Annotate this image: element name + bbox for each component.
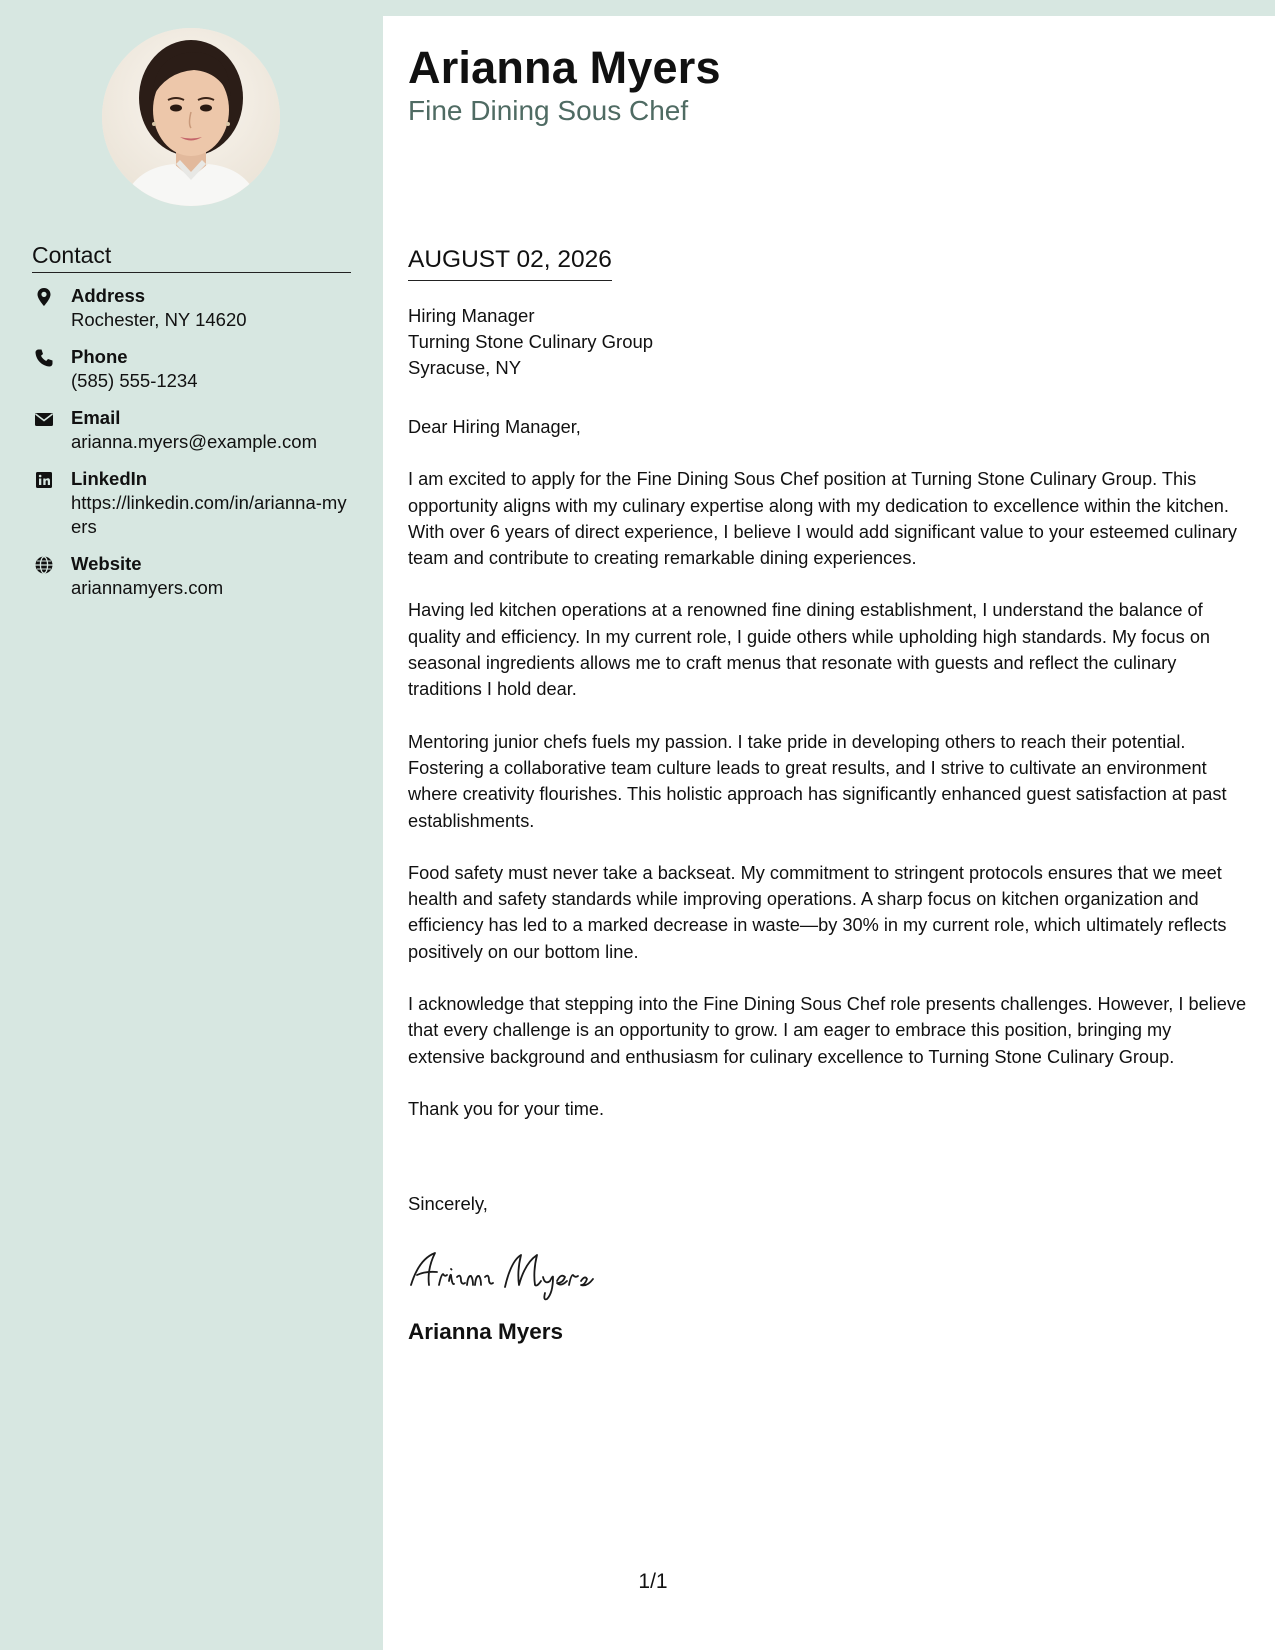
applicant-name: Arianna Myers: [408, 42, 721, 93]
letter-paragraph: Thank you for your time.: [408, 1098, 605, 1119]
recipient-block: [408, 303, 653, 381]
phone-icon: [34, 348, 54, 368]
linkedin-icon: [34, 470, 54, 490]
contact-list: [32, 284, 352, 613]
letter-paragraph: Having led kitchen operations at a renowned fine dining establishment, I understand the balance of quality and efficiency. In my current role, I guide others while upholding high standards. My focus on seasonal ingredients allows me to craft menus that resonate with guests and reflect the culinary traditions I hold dear.: [408, 600, 1211, 700]
contact-item-email: [32, 406, 352, 454]
contact-item-website: [32, 552, 352, 600]
sidebar: [0, 0, 383, 1650]
contact-heading: Contact: [32, 240, 351, 273]
letter-paragraph: Food safety must never take a backseat. My commitment to stringent protocols ensures that we meet health and safety standards while improving operations. A sharp focus on kitchen organization and efficiency has led to a marked decrease in waste—by 30% in my current role, which ultimately reflects positively on our bottom line.: [408, 862, 1227, 962]
letter-text: [408, 414, 1248, 1148]
letter-body: [383, 16, 1275, 1650]
letter-paragraph: Mentoring junior chefs fuels my passion. I take pride in developing others to reach their potential. Fostering a collaborative team culture leads to great results, and I strive to cultivate an environment where creativity flourishes. This holistic approach has significantly enhanced guest satisfaction at past establishments.: [408, 731, 1227, 831]
contact-item-phone: [32, 345, 352, 393]
contact-item-linkedin: [32, 467, 352, 539]
avatar: [102, 28, 280, 206]
phone-value[interactable]: (585) 555-1234: [71, 370, 198, 391]
email-value[interactable]: arianna.myers@example.com: [71, 431, 318, 452]
map-pin-icon: [34, 287, 54, 307]
website-value[interactable]: ariannamyers.com: [71, 577, 224, 598]
signer-name: Arianna Myers: [408, 1319, 564, 1344]
recipient-line: Syracuse, NY: [408, 357, 522, 378]
letter-date: AUGUST 02, 2026: [408, 244, 612, 281]
contact-label: Phone: [71, 346, 128, 367]
globe-icon: [34, 555, 54, 575]
avatar-portrait: [102, 28, 280, 206]
contact-label: Website: [71, 553, 142, 574]
contact-label: Email: [71, 407, 121, 428]
contact-label: Address: [71, 285, 146, 306]
recipient-line: Turning Stone Culinary Group: [408, 331, 654, 352]
recipient-line: Hiring Manager: [408, 305, 535, 326]
salutation: Dear Hiring Manager,: [408, 417, 581, 437]
letter-paragraph: I acknowledge that stepping into the Fine Dining Sous Chef role presents challenges. However, I believe that every challenge is an opportunity to grow. I am eager to embrace this position, bringing my extensive background and enthusiasm for culinary excellence to Turning Stone Culinary Group.: [408, 994, 1247, 1067]
contact-item-address: [32, 284, 352, 332]
signature-image: [405, 1241, 675, 1301]
contact-label: LinkedIn: [71, 468, 148, 489]
linkedin-value[interactable]: https://linkedin.com/in/arianna-myers: [71, 492, 347, 537]
letter-paragraph: I am excited to apply for the Fine Dining Sous Chef position at Turning Stone Culinary Group. This opportunity aligns with my culinary expertise along with my dedication to excellence within the kitchen. With over 6 years of direct experience, I believe I would add significant value to your esteemed culinary team and contribute to creating remarkable dining experiences.: [408, 469, 1237, 569]
envelope-icon: [34, 409, 54, 429]
page-number: 1/1: [638, 1570, 668, 1593]
job-title: Fine Dining Sous Chef: [408, 95, 689, 126]
closing: Sincerely,: [408, 1193, 488, 1214]
handwritten-signature: [405, 1241, 675, 1301]
address-value: Rochester, NY 14620: [71, 309, 247, 330]
